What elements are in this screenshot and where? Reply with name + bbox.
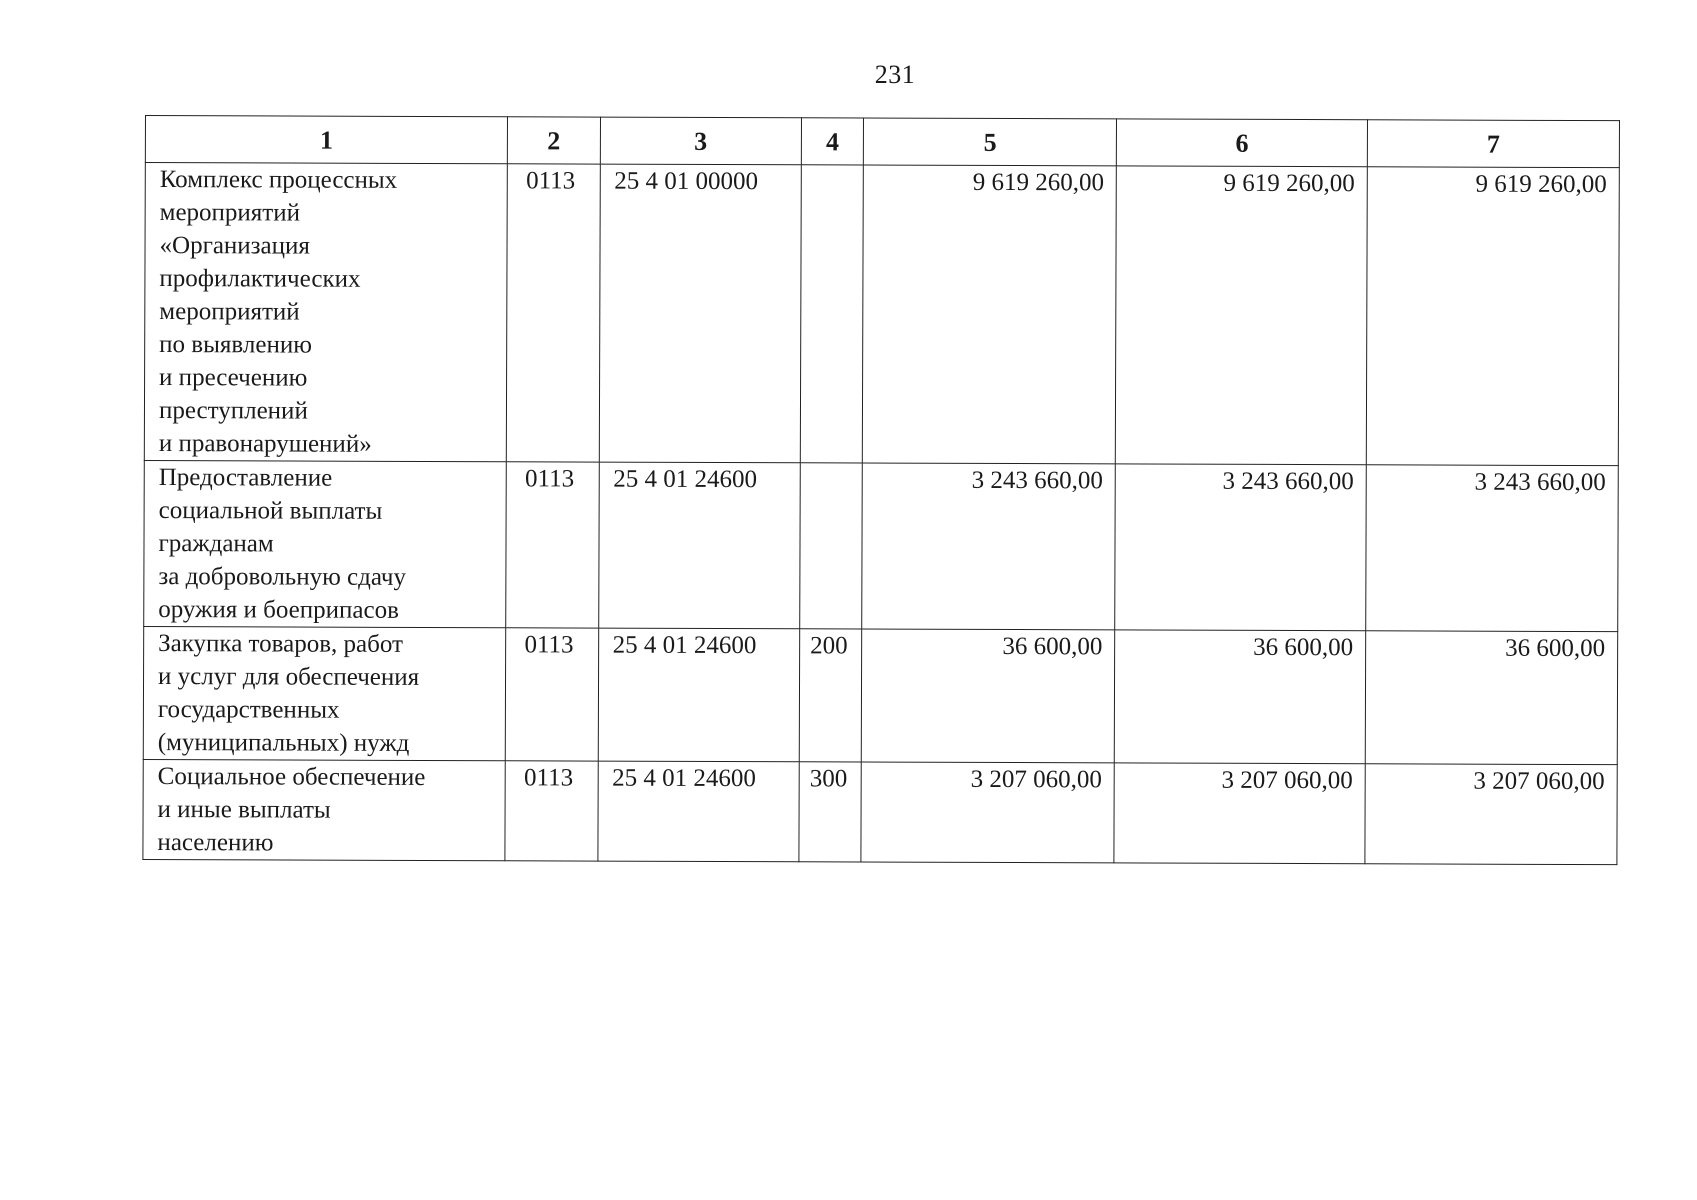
name-line: и правонарушений» — [158, 430, 372, 458]
target-article-cell: 25 4 01 24600 — [597, 761, 799, 862]
name-line: профилактических — [159, 265, 361, 293]
name-line: населению — [157, 829, 274, 857]
amount-col6-cell: 3 207 060,00 — [1114, 763, 1365, 864]
name-line: Социальное обеспечение — [157, 763, 426, 791]
amount-col6-cell: 36 600,00 — [1114, 630, 1365, 764]
name-line: и пресечению — [159, 364, 308, 392]
page-number: 231 — [874, 60, 916, 89]
table-row — [144, 460, 1619, 631]
amount-col7-cell: 36 600,00 — [1365, 631, 1617, 765]
row-name-cell — [144, 163, 507, 462]
name-line: мероприятий — [159, 199, 301, 227]
expense-type-cell: 200 — [799, 629, 862, 762]
row-name-cell — [144, 460, 507, 627]
amount-col7-cell: 9 619 260,00 — [1366, 167, 1619, 466]
amount-col7-cell: 3 207 060,00 — [1365, 764, 1617, 865]
column-header-7: 7 — [1367, 120, 1619, 168]
name-line: преступлений — [158, 397, 308, 425]
name-line: «Организация — [159, 232, 310, 260]
name-line: мероприятий — [159, 298, 300, 326]
column-header-3: 3 — [600, 117, 802, 165]
amount-col5-cell: 3 243 660,00 — [862, 463, 1116, 630]
name-line: гражданам — [158, 530, 274, 558]
name-line: по выявлению — [159, 331, 312, 359]
name-line: социальной выплаты — [158, 497, 383, 525]
name-line: и услуг для обеспечения — [157, 663, 420, 691]
table-row — [143, 759, 1617, 864]
column-header-6: 6 — [1117, 119, 1368, 167]
amount-col5-cell: 9 619 260,00 — [863, 165, 1117, 464]
column-header-4: 4 — [801, 118, 863, 165]
target-article-cell: 25 4 01 24600 — [598, 462, 800, 629]
name-line: за добровольную сдачу — [158, 563, 407, 591]
amount-col5-cell: 3 207 060,00 — [861, 762, 1114, 863]
name-line: оружия и боеприпасов — [158, 596, 399, 624]
expense-type-cell: 300 — [799, 762, 862, 862]
name-line: и иные выплаты — [157, 796, 331, 824]
budget-table — [142, 115, 1620, 865]
column-header-1: 1 — [145, 116, 507, 164]
row-name-cell — [143, 626, 506, 760]
target-article-cell: 25 4 01 24600 — [598, 628, 800, 762]
amount-col6-cell: 3 243 660,00 — [1115, 464, 1366, 631]
name-line: Закупка товаров, работ — [158, 630, 403, 658]
amount-col6-cell: 9 619 260,00 — [1115, 166, 1367, 465]
expense-type-cell — [800, 463, 863, 629]
table-row — [144, 163, 1619, 466]
section-code-cell: 0113 — [505, 761, 598, 861]
amount-col5-cell: 36 600,00 — [861, 629, 1114, 763]
name-line: (муниципальных) нужд — [157, 729, 410, 757]
table-row — [143, 626, 1617, 764]
name-line: государственных — [157, 696, 340, 724]
section-code-cell: 0113 — [507, 164, 600, 462]
expense-type-cell — [800, 165, 863, 463]
column-header-2: 2 — [508, 117, 600, 164]
header-row — [145, 116, 1619, 168]
section-code-cell: 0113 — [506, 462, 599, 628]
row-name-cell — [143, 759, 506, 860]
name-line: Предоставление — [158, 464, 333, 492]
name-line: Комплекс процессных — [159, 166, 398, 194]
section-code-cell: 0113 — [506, 628, 599, 761]
amount-col7-cell: 3 243 660,00 — [1366, 465, 1619, 632]
target-article-cell: 25 4 01 00000 — [599, 164, 802, 463]
column-header-5: 5 — [864, 118, 1117, 166]
